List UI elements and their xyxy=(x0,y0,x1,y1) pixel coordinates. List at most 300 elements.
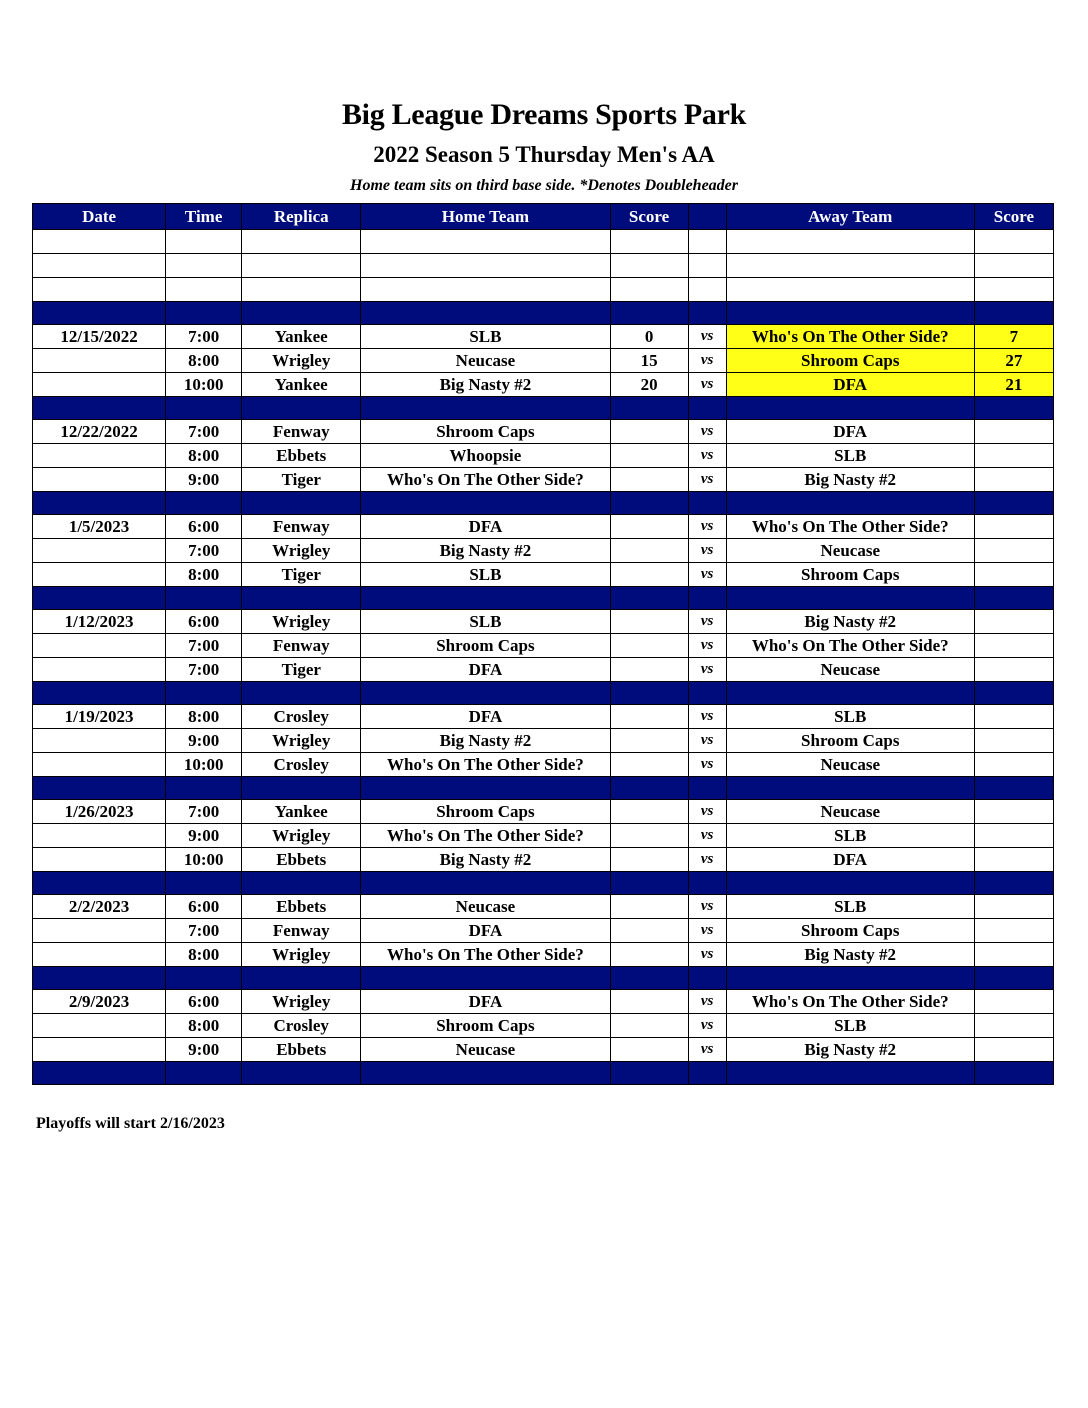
home-team-cell: Neucase xyxy=(361,349,610,373)
time-cell: 6:00 xyxy=(166,515,242,539)
time-cell: 10:00 xyxy=(166,753,242,777)
col-header-date: Date xyxy=(33,204,166,230)
away-team-cell: Shroom Caps xyxy=(726,919,974,943)
replica-cell: Wrigley xyxy=(242,349,361,373)
away-team-cell: Who's On The Other Side? xyxy=(726,325,974,349)
home-team-cell: Who's On The Other Side? xyxy=(361,824,610,848)
away-team-cell: Shroom Caps xyxy=(726,563,974,587)
date-cell xyxy=(33,278,166,302)
date-cell xyxy=(33,444,166,468)
home-score-cell: 20 xyxy=(610,373,688,397)
separator-cell xyxy=(610,777,688,800)
away-team-cell xyxy=(726,230,974,254)
away-team-cell: Neucase xyxy=(726,539,974,563)
time-cell: 7:00 xyxy=(166,420,242,444)
away-score-cell xyxy=(974,254,1053,278)
replica-cell: Wrigley xyxy=(242,610,361,634)
time-cell xyxy=(166,278,242,302)
table-row xyxy=(33,943,1054,967)
away-score-cell xyxy=(974,515,1053,539)
replica-cell: Tiger xyxy=(242,563,361,587)
table-row xyxy=(33,800,1054,824)
separator-cell xyxy=(688,682,726,705)
separator-cell xyxy=(166,967,242,990)
away-score-cell xyxy=(974,824,1053,848)
time-cell: 9:00 xyxy=(166,729,242,753)
away-team-cell xyxy=(726,254,974,278)
replica-cell xyxy=(242,230,361,254)
time-cell: 9:00 xyxy=(166,468,242,492)
separator-cell xyxy=(610,302,688,325)
replica-cell: Tiger xyxy=(242,468,361,492)
date-cell: 1/12/2023 xyxy=(33,610,166,634)
separator-cell xyxy=(33,682,166,705)
separator-cell xyxy=(242,777,361,800)
separator-cell xyxy=(688,967,726,990)
away-team-cell: SLB xyxy=(726,1014,974,1038)
vs-cell: vs xyxy=(688,610,726,634)
replica-cell: Crosley xyxy=(242,705,361,729)
separator-cell xyxy=(242,302,361,325)
replica-cell: Tiger xyxy=(242,658,361,682)
date-cell xyxy=(33,729,166,753)
time-cell: 10:00 xyxy=(166,848,242,872)
away-score-cell xyxy=(974,729,1053,753)
home-score-cell xyxy=(610,1038,688,1062)
date-cell: 1/26/2023 xyxy=(33,800,166,824)
separator-cell xyxy=(242,492,361,515)
date-cell xyxy=(33,373,166,397)
vs-cell: vs xyxy=(688,1014,726,1038)
replica-cell: Yankee xyxy=(242,373,361,397)
date-cell xyxy=(33,1038,166,1062)
date-cell xyxy=(33,1014,166,1038)
vs-cell: vs xyxy=(688,943,726,967)
col-header-replica: Replica xyxy=(242,204,361,230)
replica-cell: Yankee xyxy=(242,325,361,349)
home-score-cell xyxy=(610,468,688,492)
home-team-cell: Big Nasty #2 xyxy=(361,848,610,872)
table-row xyxy=(33,824,1054,848)
vs-cell: vs xyxy=(688,990,726,1014)
away-team-cell xyxy=(726,278,974,302)
table-row xyxy=(33,610,1054,634)
replica-cell: Wrigley xyxy=(242,943,361,967)
separator-cell xyxy=(610,967,688,990)
col-header-time: Time xyxy=(166,204,242,230)
away-score-cell xyxy=(974,563,1053,587)
date-cell xyxy=(33,753,166,777)
separator-cell xyxy=(726,967,974,990)
vs-cell: vs xyxy=(688,1038,726,1062)
table-row xyxy=(33,705,1054,729)
time-cell: 7:00 xyxy=(166,658,242,682)
away-score-cell xyxy=(974,444,1053,468)
home-score-cell xyxy=(610,848,688,872)
table-row xyxy=(33,515,1054,539)
away-team-cell: Who's On The Other Side? xyxy=(726,990,974,1014)
week-separator-row xyxy=(33,872,1054,895)
away-team-cell: DFA xyxy=(726,848,974,872)
home-team-cell: Shroom Caps xyxy=(361,420,610,444)
home-score-cell xyxy=(610,444,688,468)
away-score-cell xyxy=(974,610,1053,634)
time-cell xyxy=(166,254,242,278)
vs-cell: vs xyxy=(688,824,726,848)
away-score-cell xyxy=(974,919,1053,943)
time-cell: 7:00 xyxy=(166,325,242,349)
separator-cell xyxy=(361,587,610,610)
page-subtitle: 2022 Season 5 Thursday Men's AA xyxy=(373,142,715,167)
replica-cell xyxy=(242,278,361,302)
separator-cell xyxy=(33,872,166,895)
away-score-cell: 7 xyxy=(974,325,1053,349)
home-score-cell xyxy=(610,610,688,634)
separator-cell xyxy=(688,397,726,420)
replica-cell: Wrigley xyxy=(242,539,361,563)
home-score-cell xyxy=(610,1014,688,1038)
date-cell xyxy=(33,539,166,563)
page-title: Big League Dreams Sports Park xyxy=(341,98,747,131)
home-score-cell xyxy=(610,634,688,658)
separator-cell xyxy=(974,587,1053,610)
week-separator-row xyxy=(33,1062,1054,1085)
home-score-cell xyxy=(610,254,688,278)
separator-cell xyxy=(166,777,242,800)
separator-cell xyxy=(974,967,1053,990)
separator-cell xyxy=(688,872,726,895)
home-team-cell xyxy=(361,254,610,278)
home-team-cell: Shroom Caps xyxy=(361,1014,610,1038)
replica-cell: Fenway xyxy=(242,634,361,658)
home-team-cell: Big Nasty #2 xyxy=(361,539,610,563)
home-score-cell xyxy=(610,539,688,563)
vs-cell: vs xyxy=(688,444,726,468)
away-team-cell: Big Nasty #2 xyxy=(726,1038,974,1062)
separator-cell xyxy=(726,492,974,515)
replica-cell: Fenway xyxy=(242,420,361,444)
date-cell xyxy=(33,848,166,872)
time-cell: 7:00 xyxy=(166,634,242,658)
away-score-cell xyxy=(974,895,1053,919)
away-score-cell xyxy=(974,753,1053,777)
home-score-cell xyxy=(610,919,688,943)
separator-cell xyxy=(688,587,726,610)
home-team-cell: Shroom Caps xyxy=(361,634,610,658)
table-row xyxy=(33,539,1054,563)
away-team-cell: Neucase xyxy=(726,753,974,777)
schedule-table xyxy=(32,203,1054,1085)
away-team-cell: SLB xyxy=(726,444,974,468)
separator-cell xyxy=(610,492,688,515)
vs-cell: vs xyxy=(688,895,726,919)
table-row xyxy=(33,254,1054,278)
separator-cell xyxy=(610,587,688,610)
separator-cell xyxy=(726,682,974,705)
separator-cell xyxy=(33,1062,166,1085)
home-score-cell xyxy=(610,658,688,682)
week-separator-row xyxy=(33,587,1054,610)
separator-cell xyxy=(974,397,1053,420)
replica-cell: Fenway xyxy=(242,515,361,539)
home-team-cell: SLB xyxy=(361,610,610,634)
table-row xyxy=(33,373,1054,397)
table-row xyxy=(33,1038,1054,1062)
home-team-cell xyxy=(361,230,610,254)
separator-cell xyxy=(166,682,242,705)
separator-cell xyxy=(33,492,166,515)
vs-cell: vs xyxy=(688,468,726,492)
table-row xyxy=(33,444,1054,468)
replica-cell: Wrigley xyxy=(242,729,361,753)
table-row xyxy=(33,895,1054,919)
date-cell xyxy=(33,254,166,278)
home-score-cell xyxy=(610,943,688,967)
home-score-cell xyxy=(610,990,688,1014)
away-team-cell: Shroom Caps xyxy=(726,729,974,753)
vs-cell xyxy=(688,254,726,278)
table-row xyxy=(33,468,1054,492)
home-team-cell: DFA xyxy=(361,705,610,729)
home-team-cell: SLB xyxy=(361,563,610,587)
vs-cell: vs xyxy=(688,848,726,872)
separator-cell xyxy=(688,492,726,515)
vs-cell: vs xyxy=(688,753,726,777)
vs-cell: vs xyxy=(688,729,726,753)
time-cell: 9:00 xyxy=(166,1038,242,1062)
away-team-cell: SLB xyxy=(726,705,974,729)
date-cell xyxy=(33,919,166,943)
home-team-cell xyxy=(361,278,610,302)
playoffs-note: Playoffs will start 2/16/2023 xyxy=(36,1115,225,1132)
home-score-cell xyxy=(610,895,688,919)
time-cell: 10:00 xyxy=(166,373,242,397)
away-team-cell: Neucase xyxy=(726,800,974,824)
away-score-cell xyxy=(974,539,1053,563)
away-score-cell xyxy=(974,848,1053,872)
time-cell: 9:00 xyxy=(166,824,242,848)
home-score-cell: 0 xyxy=(610,325,688,349)
col-header-away-score: Score xyxy=(974,204,1053,230)
separator-cell xyxy=(726,872,974,895)
vs-cell: vs xyxy=(688,349,726,373)
vs-cell: vs xyxy=(688,420,726,444)
vs-cell: vs xyxy=(688,325,726,349)
replica-cell: Wrigley xyxy=(242,990,361,1014)
separator-cell xyxy=(361,967,610,990)
home-team-cell: Shroom Caps xyxy=(361,800,610,824)
table-row xyxy=(33,420,1054,444)
home-team-cell: Who's On The Other Side? xyxy=(361,943,610,967)
away-score-cell xyxy=(974,420,1053,444)
away-team-cell: Shroom Caps xyxy=(726,349,974,373)
away-score-cell: 21 xyxy=(974,373,1053,397)
date-cell: 2/2/2023 xyxy=(33,895,166,919)
vs-cell: vs xyxy=(688,705,726,729)
col-header-home-team: Home Team xyxy=(361,204,610,230)
away-team-cell: Big Nasty #2 xyxy=(726,468,974,492)
away-score-cell xyxy=(974,1038,1053,1062)
separator-cell xyxy=(726,1062,974,1085)
separator-cell xyxy=(610,872,688,895)
separator-cell xyxy=(361,302,610,325)
home-score-cell xyxy=(610,230,688,254)
replica-cell: Ebbets xyxy=(242,1038,361,1062)
vs-cell: vs xyxy=(688,658,726,682)
home-team-cell: Neucase xyxy=(361,895,610,919)
away-score-cell xyxy=(974,658,1053,682)
away-score-cell xyxy=(974,705,1053,729)
away-team-cell: Big Nasty #2 xyxy=(726,610,974,634)
vs-cell: vs xyxy=(688,373,726,397)
table-row xyxy=(33,230,1054,254)
away-team-cell: Who's On The Other Side? xyxy=(726,634,974,658)
separator-cell xyxy=(166,1062,242,1085)
separator-cell xyxy=(974,1062,1053,1085)
separator-cell xyxy=(361,682,610,705)
separator-cell xyxy=(974,777,1053,800)
separator-cell xyxy=(166,587,242,610)
time-cell: 7:00 xyxy=(166,800,242,824)
away-team-cell: Big Nasty #2 xyxy=(726,943,974,967)
col-header-home-score: Score xyxy=(610,204,688,230)
table-row xyxy=(33,278,1054,302)
home-score-cell: 15 xyxy=(610,349,688,373)
date-cell: 2/9/2023 xyxy=(33,990,166,1014)
date-cell xyxy=(33,563,166,587)
separator-cell xyxy=(166,302,242,325)
time-cell: 7:00 xyxy=(166,539,242,563)
table-row xyxy=(33,349,1054,373)
time-cell: 8:00 xyxy=(166,1014,242,1038)
table-row xyxy=(33,753,1054,777)
home-team-cell: DFA xyxy=(361,515,610,539)
week-separator-row xyxy=(33,777,1054,800)
away-team-cell: DFA xyxy=(726,420,974,444)
date-cell: 1/19/2023 xyxy=(33,705,166,729)
away-team-cell: Neucase xyxy=(726,658,974,682)
replica-cell: Crosley xyxy=(242,1014,361,1038)
vs-cell: vs xyxy=(688,563,726,587)
week-separator-row xyxy=(33,967,1054,990)
schedule-body xyxy=(33,230,1054,1085)
home-score-cell xyxy=(610,420,688,444)
time-cell: 7:00 xyxy=(166,919,242,943)
time-cell xyxy=(166,230,242,254)
separator-cell xyxy=(242,967,361,990)
time-cell: 6:00 xyxy=(166,990,242,1014)
vs-cell: vs xyxy=(688,539,726,563)
table-header-row xyxy=(33,204,1054,230)
separator-cell xyxy=(726,587,974,610)
separator-cell xyxy=(166,492,242,515)
home-team-cell: Big Nasty #2 xyxy=(361,373,610,397)
vs-cell xyxy=(688,278,726,302)
separator-cell xyxy=(361,1062,610,1085)
table-row xyxy=(33,729,1054,753)
time-cell: 8:00 xyxy=(166,444,242,468)
home-score-cell xyxy=(610,753,688,777)
table-row xyxy=(33,990,1054,1014)
away-score-cell xyxy=(974,468,1053,492)
separator-cell xyxy=(33,967,166,990)
separator-cell xyxy=(242,1062,361,1085)
col-header-vs xyxy=(688,204,726,230)
separator-cell xyxy=(610,397,688,420)
replica-cell: Ebbets xyxy=(242,895,361,919)
date-cell xyxy=(33,634,166,658)
date-cell xyxy=(33,468,166,492)
away-score-cell xyxy=(974,943,1053,967)
vs-cell: vs xyxy=(688,634,726,658)
week-separator-row xyxy=(33,682,1054,705)
vs-cell: vs xyxy=(688,919,726,943)
separator-cell xyxy=(974,302,1053,325)
week-separator-row xyxy=(33,397,1054,420)
home-team-cell: Who's On The Other Side? xyxy=(361,468,610,492)
table-row xyxy=(33,848,1054,872)
date-cell xyxy=(33,349,166,373)
time-cell: 8:00 xyxy=(166,349,242,373)
home-team-cell: DFA xyxy=(361,990,610,1014)
away-score-cell xyxy=(974,230,1053,254)
vs-cell xyxy=(688,230,726,254)
separator-cell xyxy=(361,872,610,895)
table-row xyxy=(33,1014,1054,1038)
table-row xyxy=(33,919,1054,943)
separator-cell xyxy=(166,397,242,420)
separator-cell xyxy=(242,587,361,610)
home-team-cell: DFA xyxy=(361,919,610,943)
date-cell xyxy=(33,943,166,967)
home-team-cell: Whoopsie xyxy=(361,444,610,468)
time-cell: 8:00 xyxy=(166,563,242,587)
home-score-cell xyxy=(610,563,688,587)
separator-cell xyxy=(726,397,974,420)
away-team-cell: SLB xyxy=(726,824,974,848)
replica-cell: Yankee xyxy=(242,800,361,824)
home-score-cell xyxy=(610,705,688,729)
separator-cell xyxy=(688,777,726,800)
vs-cell: vs xyxy=(688,515,726,539)
separator-cell xyxy=(166,872,242,895)
table-row xyxy=(33,658,1054,682)
away-score-cell xyxy=(974,634,1053,658)
home-team-cell: Who's On The Other Side? xyxy=(361,753,610,777)
away-score-cell: 27 xyxy=(974,349,1053,373)
separator-cell xyxy=(726,302,974,325)
home-score-cell xyxy=(610,824,688,848)
time-cell: 8:00 xyxy=(166,943,242,967)
table-row xyxy=(33,325,1054,349)
date-cell: 12/15/2022 xyxy=(33,325,166,349)
date-cell: 1/5/2023 xyxy=(33,515,166,539)
col-header-away-team: Away Team xyxy=(726,204,974,230)
date-cell xyxy=(33,658,166,682)
separator-cell xyxy=(33,587,166,610)
separator-cell xyxy=(33,397,166,420)
vs-cell: vs xyxy=(688,800,726,824)
separator-cell xyxy=(974,872,1053,895)
date-cell: 12/22/2022 xyxy=(33,420,166,444)
replica-cell: Ebbets xyxy=(242,848,361,872)
time-cell: 6:00 xyxy=(166,895,242,919)
home-score-cell xyxy=(610,800,688,824)
away-score-cell xyxy=(974,278,1053,302)
away-score-cell xyxy=(974,800,1053,824)
replica-cell: Crosley xyxy=(242,753,361,777)
time-cell: 8:00 xyxy=(166,705,242,729)
